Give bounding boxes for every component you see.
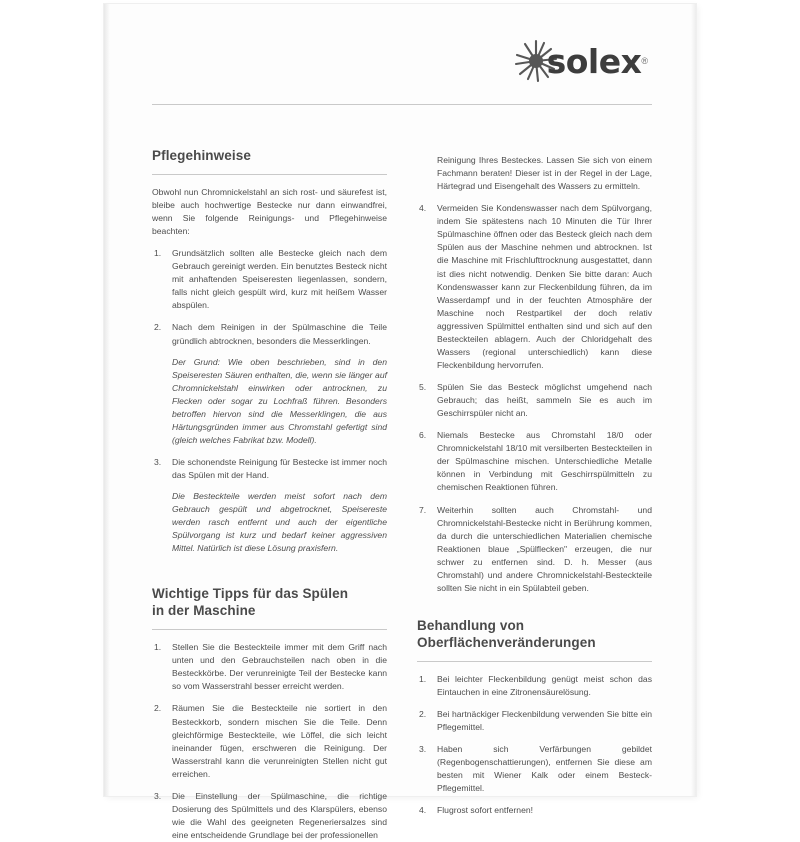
section-heading-pflegehinweise: Pflegehinweise: [152, 148, 251, 163]
list-item-text: Weiterhin sollten auch Chromstahl- und Chromnickelstahl-Bestecke nicht in Berührung kommen, da durch die unterschiedlichen Materialien chemische Reaktionen blaue „Spülflecken" erzeugen, die nur schwer zu entfernen sind. D. h. Messer (aus Chromstahl) und andere Chromnickelstahl-Besteckteile sollten Sie nicht in ein Spülabteil geben.: [437, 504, 652, 593]
list-item: [152, 790, 387, 842]
intro-paragraph: Obwohl nun Chromnickelstahl an sich rost- und säurefest ist, bleibe auch hochwertige Bestecke nur dann einwandfrei, wenn Sie folgende Reinigungs- und Pflegehinweise beachten:: [152, 186, 387, 237]
list-item: [417, 504, 652, 595]
list-item-note: Die Besteckteile werden meist sofort nach dem Gebrauch gespült und abgetrocknet, Speisereste werden rasch entfernt und auch der eigentliche Spülvorgang ist kurz und bedarf keiner aggressiven Mittel. Natürlich ist diese Lösung praxisfern.: [172, 491, 387, 554]
brand-name: solex: [546, 41, 642, 81]
list-item: [417, 708, 652, 734]
left-column: [152, 148, 387, 840]
list-item: [152, 321, 387, 447]
list-item: [417, 202, 652, 372]
list-item-text: Haben sich Verfärbungen gebildet (Regenbogenschattierungen), entfernen Sie diese am besten mit Wiener Kalk oder einem Besteck-Pflegemittel.: [437, 743, 652, 794]
list-item: [417, 429, 652, 494]
registered-mark: ®: [641, 56, 648, 66]
list-item-text: Bei leichter Fleckenbildung genügt meist schon das Eintauchen in eine Zitronensäurelösung.: [437, 673, 652, 697]
scanned-sheet: [104, 4, 696, 840]
list-item-note: Der Grund: Wie oben beschrieben, sind in den Speiseresten Säuren enthalten, die, wenn sie länger auf Chromnickelstahl einwirken oder antrocknen, zu Flecken oder sogar zu Lochfraß führen. Besonders betroffen hiervon sind die Messerklingen, die aus Härtungsgründen immer aus Chromstahl gefertigt sind (gleich welches Fabrikat bzw. Modell).: [172, 356, 387, 445]
section-heading-wichtige-tipps: [152, 586, 387, 620]
list-item-text: Grundsätzlich sollten alle Bestecke gleich nach dem Gebrauch gereinigt werden. Ein benutztes Besteck nicht mit anhaftenden Speiseresten liegenlassen, sondern, falls nicht gleich gespült wird, kurz mit heißem Wasser abspülen.: [172, 248, 387, 311]
list-item: [417, 381, 652, 420]
surface-treatment-list: [417, 673, 652, 818]
list-item-text: Vermeiden Sie Kondenswasser nach dem Spülvorgang, indem Sie spätestens nach 10 Minuten die Tür Ihrer Spülmaschine öffnen oder das Besteck gleich nach dem Spülen aus der Maschine nehmen und abtrocknen. Ist die Maschine mit Frischlufttrocknung ausgestattet, dann ist dies nicht notwendig. Denken Sie bitte daran: Auch Kondenswasser kann zur Fleckenbildung führen, da im Wasserdampf und in der feuchten Atmosphäre der Maschine noch Restpartikel der doch relativ aggressiven Spülmittel enthalten sind und sich auf den Besteckteilen ablagern. Auch der Chloridgehalt des Wassers (regional unterschiedlich) kann diese Fleckenbildung hervorrufen.: [437, 203, 652, 370]
list-item-text: Nach dem Reinigen in der Spülmaschine die Teile gründlich abtrocknen, besonders die Messerklingen.: [172, 322, 387, 346]
list-item: [417, 804, 652, 817]
list-item-text: Die schonendste Reinigung für Bestecke ist immer noch das Spülen mit der Hand.: [172, 457, 387, 481]
list-item-text: Räumen Sie die Besteckteile nie sortiert in den Besteckkorb, sondern mischen Sie die Teile. Denn gleichförmige Besteckteile, wie Löffel, die sich leicht ineinander fügen, erschweren die Reinigung. Der Wasserstrahl kann die verunreinigten Stellen nicht gut erreichen.: [172, 703, 387, 779]
list-item-text: Spülen Sie das Besteck möglichst umgehend nach Gebrauch; das heißt, sammeln Sie es auch im Geschirrspüler nicht an.: [437, 382, 652, 419]
heading-line-1: Behandlung von: [417, 617, 525, 633]
list-item: [417, 743, 652, 795]
continuation-paragraph: Reinigung Ihres Besteckes. Lassen Sie sich von einem Fachmann beraten! Dieser ist in der Regel in der Lage, Härtegrad und Eisengehalt des Wassers zu ermitteln.: [437, 155, 652, 192]
list-item-text: Bei hartnäckiger Fleckenbildung verwenden Sie bitte ein Pflegemittel.: [437, 708, 652, 732]
list-item-text: Niemals Bestecke aus Chromstahl 18/0 oder Chromnickelstahl 18/10 mit versilberten Besteckteilen in der Spülmaschine mischen. Unterschiedliche Metalle können in Verbindung mit Geschirrspülmitteln zu chemischen Reaktionen führen.: [437, 430, 652, 493]
machine-tips-list: [152, 641, 387, 842]
heading-line-1: Wichtige Tipps für das Spülen: [152, 586, 349, 602]
list-item: [152, 456, 387, 555]
header-divider: [152, 104, 652, 105]
list-item-text: Flugrost sofort entfernen!: [437, 805, 534, 816]
list-item: [417, 673, 652, 699]
section-heading-behandlung: [417, 618, 652, 652]
heading-line-2: in der Maschine: [152, 603, 256, 619]
heading-underline: [152, 629, 387, 630]
right-column: [417, 148, 652, 816]
list-item: [152, 702, 387, 780]
heading-underline: [417, 661, 652, 662]
list-item: [152, 247, 387, 312]
brand-logo: [488, 32, 648, 90]
two-column-body: [152, 148, 652, 840]
list-item: [152, 641, 387, 693]
care-instructions-list: [152, 247, 387, 555]
heading-underline: [152, 174, 387, 175]
heading-line-2: Oberflächenveränderungen: [417, 634, 596, 650]
list-item-text: Die Einstellung der Spülmaschine, die richtige Dosierung des Spülmittels und des Klarspülers, ebenso wie die Wahl des geeigneten Regeneriersalzes sind eine entscheidende Grundlage bei der professionellen: [172, 790, 387, 840]
list-item-text: Stellen Sie die Besteckteile immer mit dem Griff nach unten und den Gebrauchsteilen nach oben in die Besteckkörbe. Der verunreinigte Teil der Bestecke kann so vom Wasserstrahl besser erreicht werden.: [172, 642, 387, 692]
machine-tips-list-continued: [417, 202, 652, 595]
